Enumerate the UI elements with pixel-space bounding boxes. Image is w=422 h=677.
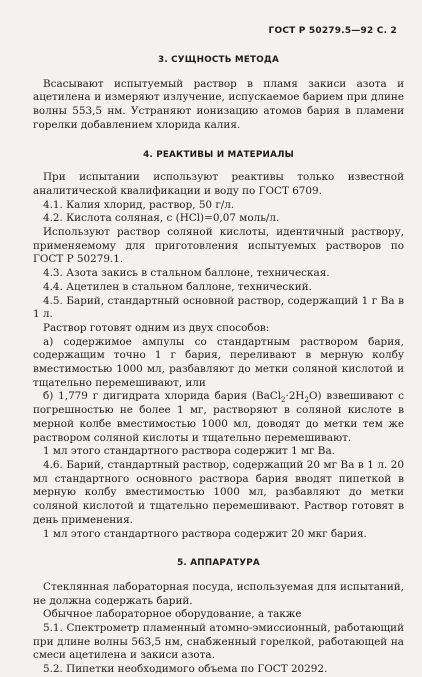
item-4-4: 4.4. Ацетилен в стальном баллоне, технический.	[43, 280, 312, 293]
page-header: ГОСТ Р 50279.5—92 С. 2	[268, 26, 397, 36]
method-a: а) содержимое ампулы со стандартным раствором бария, содержащим точно 1 г бария, переливают в мерную колбу вместимостью 1000 мл, разбавляют до метки соляной кислотой и тщательно перемешивают, или	[33, 335, 404, 389]
method-b-text-c: O) взвешивают с погрешностью не более 1 мг, растворяют в соляной кислоте в мерной колбе вместимостью 1000 мл, доводят до метки тем же раствором соляной кислоты и тщательно перемешивают.	[33, 390, 404, 444]
method-b: б) 1,779 г дигидрата хлорида бария $(BaCl_2\cdot 2H_2O)$ взвешивают с погрешностью не более 1 мг, растворяют в соляной кислоте в мерной колбе вместимостью 1000 мл, доводят до метки тем же раствором соляной кислоты и тщательно перемешивают.	[33, 390, 404, 444]
section-title-3: 3. СУЩНОСТЬ МЕТОДА	[158, 55, 279, 65]
item-4-6: 4.6. Барий, стандартный раствор, содержащий 20 мг Ba в 1 л. 20 мл стандартного основного раствора бария вводят пипеткой в мерную колбу вместимостью 1000 мл, разбавляют до метки соляной кислотой и тщательно перемешивают. Раствор готовят в день применения.	[33, 458, 404, 526]
item-5-1: 5.1. Спектрометр пламенный атомно-эмиссионный, работающий при длине волны 563,5 нм, снабженный горелкой, работающей на смеси ацетилена и закиси азота.	[33, 622, 404, 662]
section-5-paragraph-1: Стеклянная лабораторная посуда, используемая для испытаний, не должна содержать барий.	[33, 580, 404, 607]
method-b-text-a: б) 1,779 г дигидрата хлорида бария (BaCl	[43, 390, 282, 403]
section-4-intro: При испытании используют реактивы только известной аналитической квалификации и воду по ГОСТ 6709.	[33, 171, 404, 197]
item-4-2-note: Используют раствор соляной кислоты, идентичный раствору, применяемому для приготовления испытуемых растворов по ГОСТ Р 50279.1.	[33, 226, 404, 266]
preparation-methods: Раствор готовят одним из двух способов:	[43, 321, 270, 334]
concentration-note-2: 1 мл этого стандартного раствора содержит 20 мкг бария.	[43, 527, 367, 540]
item-5-2: 5.2. Пипетки необходимого объема по ГОСТ 20292.	[43, 663, 328, 676]
section-5-paragraph-2: Обычное лабораторное оборудование, а также	[43, 608, 302, 621]
item-4-3: 4.3. Азота закись в стальном баллоне, техническая.	[43, 267, 330, 280]
section-title-5: 5. АППАРАТУРА	[177, 558, 260, 569]
concentration-note-1: 1 мл этого стандартного раствора содержит 1 мг Ba.	[43, 445, 335, 458]
method-b-text-b: ·2H	[285, 390, 305, 403]
item-4-5: 4.5. Барий, стандартный основной раствор, содержащий 1 г Ba в 1 л.	[33, 294, 404, 321]
section-title-4: 4. РЕАКТИВЫ И МАТЕРИАЛЫ	[143, 149, 294, 160]
item-4-2-text-b: =0,07 моль/л.	[204, 212, 280, 225]
item-4-1: 4.1. Калия хлорид, раствор, 50 г/л.	[43, 198, 235, 211]
item-4-2	[33, 212, 404, 226]
section-3-paragraph: Всасывают испытуемый раствор в пламя закиси азота и ацетилена и измеряют излучение, испускаемое барием при длине волны 553,5 нм. Устраняют ионизацию атомов бария в пламени горелки добавлением хлорида калия.	[33, 77, 404, 131]
item-4-2-text-a: 4.2. Кислота соляная, с (HCl)	[43, 212, 205, 225]
